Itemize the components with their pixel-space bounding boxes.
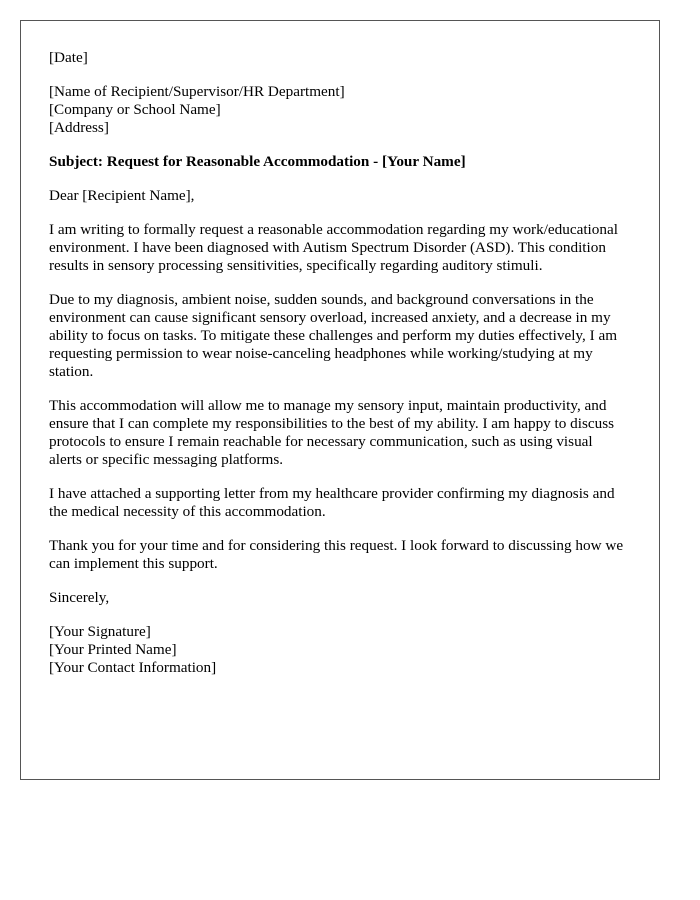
recipient-company: [Company or School Name] <box>49 101 221 118</box>
body-paragraph-4: I have attached a supporting letter from my healthcare provider confirming my diagnosis and the medical necessity of this accommodation. <box>49 485 615 520</box>
contact-information: [Your Contact Information] <box>49 659 217 676</box>
recipient-block <box>49 83 631 137</box>
body-paragraph-1: I am writing to formally request a reasonable accommodation regarding my work/educational environment. I have been diagnosed with Autism Spectrum Disorder (ASD). This condition results in sensory processing sensitivities, specifically regarding auditory stimuli. <box>49 221 618 274</box>
body-paragraph-5: Thank you for your time and for considering this request. I look forward to discussing how we can implement this support. <box>49 537 624 572</box>
recipient-address: [Address] <box>49 119 109 136</box>
printed-name: [Your Printed Name] <box>49 641 177 658</box>
closing: Sincerely, <box>49 589 110 606</box>
signature: [Your Signature] <box>49 623 151 640</box>
subject-line: Subject: Request for Reasonable Accommodation - [Your Name] <box>49 153 466 170</box>
date-line <box>49 49 631 67</box>
body-paragraph-3: This accommodation will allow me to manage my sensory input, maintain productivity, and ensure that I can complete my responsibilities to the best of my ability. I am happy to discuss protocols to ensure I remain reachable for necessary communication, such as using visual alerts or specific messaging platforms. <box>49 397 615 468</box>
body-paragraph-2: Due to my diagnosis, ambient noise, sudden sounds, and background conversations in the environment can cause significant sensory overload, increased anxiety, and a decrease in my ability to focus on tasks. To mitigate these challenges and perform my duties effectively, I am requesting permission to wear noise-canceling headphones while working/studying at my station. <box>49 291 618 380</box>
salutation: Dear [Recipient Name], <box>49 187 195 204</box>
letter-page <box>20 20 660 780</box>
recipient-name: [Name of Recipient/Supervisor/HR Department] <box>49 83 345 100</box>
signature-block <box>49 623 631 677</box>
date: [Date] <box>49 49 88 66</box>
